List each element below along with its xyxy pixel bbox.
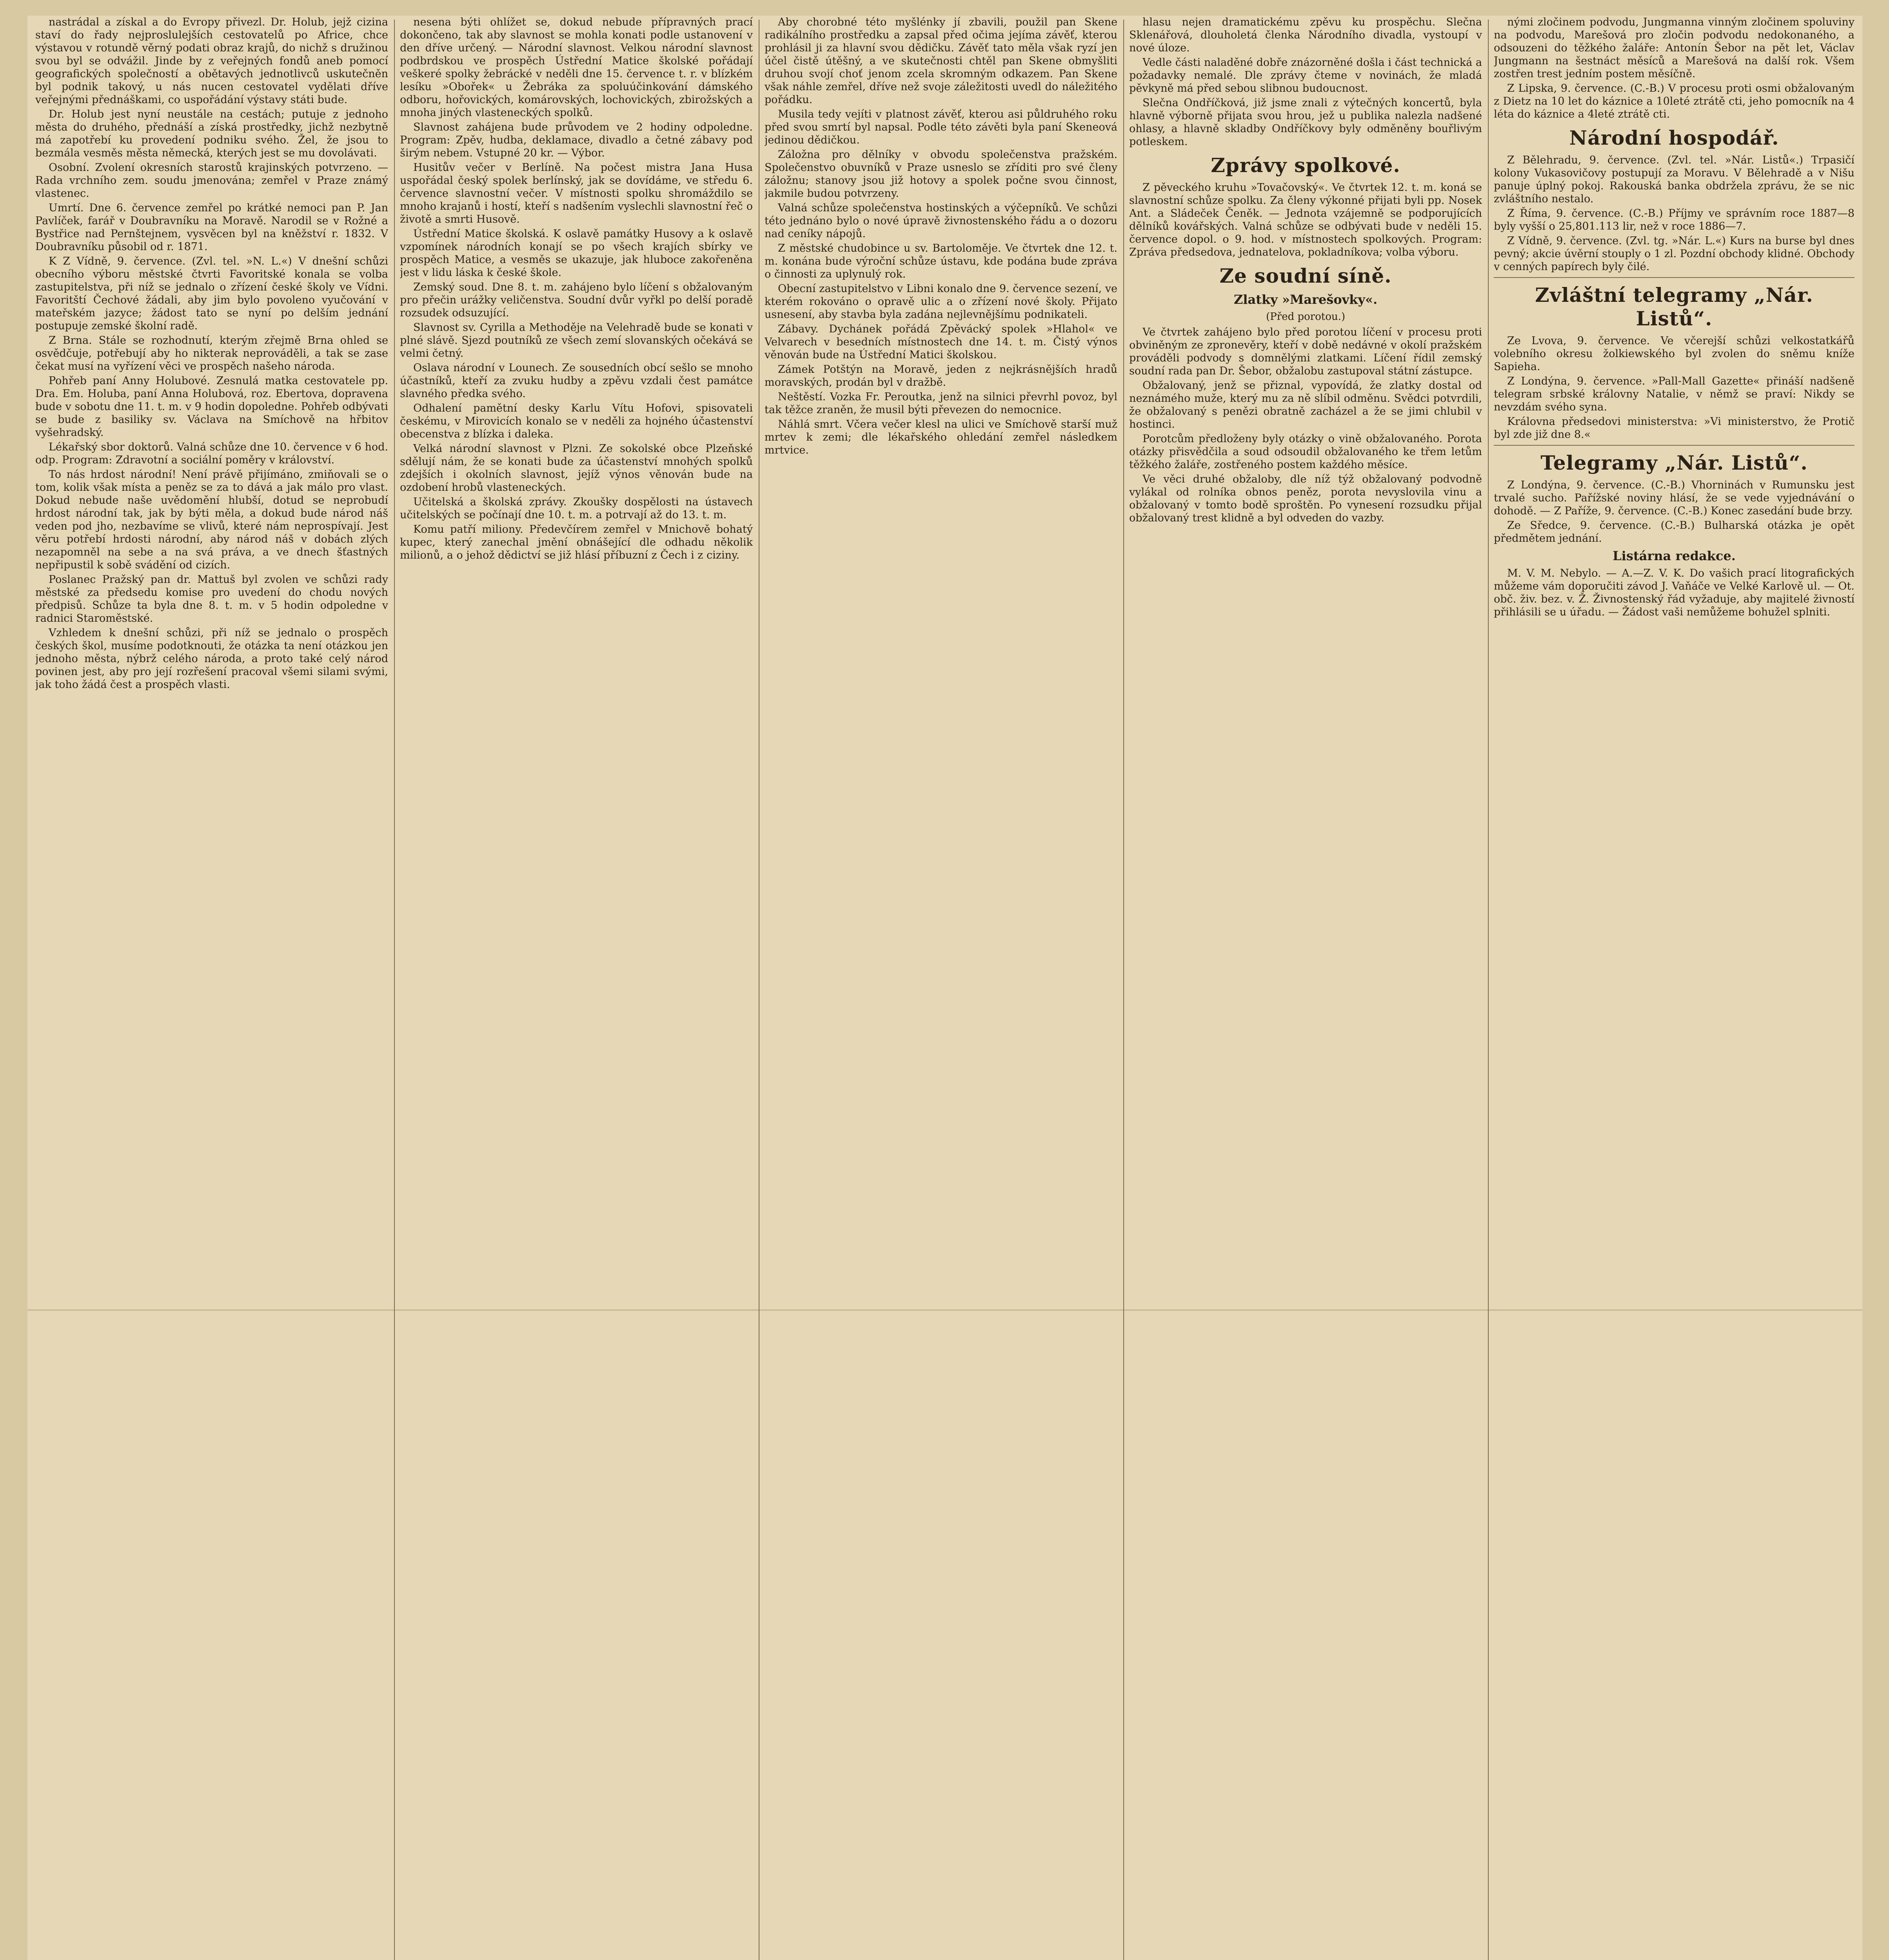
paragraph: Lékařský sbor doktorů. Valná schůze dne 10. července v 6 hod. odp. Program: Zdravotní a sociální poměry v království. xyxy=(35,441,388,466)
paragraph: Ze Sředce, 9. července. (C.-B.) Bulharská otázka je opět předmětem jednání. xyxy=(1494,519,1854,544)
section-heading-zvlastni-telegramy: Zvláštní telegramy „Nár. Listů“. xyxy=(1535,283,1813,330)
paragraph: Komu patří miliony. Předevčírem zemřel v Mnichově bohatý kupec, který zanechal jmění obnášející dle odhadu několik milionů, a o jehož dědictví se již hlásí příbuzní z Čech i z ciziny. xyxy=(400,523,753,561)
paragraph: Královna předsedovi ministerstva: »Vi ministerstvo, že Protič byl zde již dne 8.« xyxy=(1494,416,1854,441)
paragraph: Vzhledem k dnešní schůzi, při níž se jednalo o prospěch českých škol, musíme podotknouti, že otázka ta není otázkou jen jednoho města, nýbrž celého národa, a proto také celý národ povinen jest, aby pro její rozřešení pracoval všemi silami svými, jak toho žádá čest a prospěch vlasti. xyxy=(35,627,388,691)
paragraph: Z Říma, 9. července. (C.-B.) Příjmy ve správním roce 1887—8 byly vyšší o 25,801.113 lir, než v roce 1886—7. xyxy=(1494,207,1854,232)
paragraph: Slečna Ondříčková, již jsme znali z výtečných koncertů, byla hlavně výborně přijata svou hrou, jež u publika nalezla nadšené ohlasy, a hlavně skladby Ondříčkovy byly odměněny bouřlivým potleskem. xyxy=(1129,97,1482,148)
paragraph: Ústřední Matice školská. K oslavě památky Husovy a k oslavě vzpomínek národních konají se po všech krajích sbírky ve prospěch Matice, a vesměs se ukazuje, jak hluboce zakořeněna jest v lidu láska k české škole. xyxy=(400,228,753,279)
paragraph: Umrtí. Dne 6. července zemřel po krátké nemoci pan P. Jan Pavlíček, farář v Doubravníku na Moravě. Narodil se v Rožné a Bystřice nad Pernštejnem, vysvěcen byl na kněžství r. 1832. V Doubravníku působil od r. 1871. xyxy=(35,202,388,253)
paragraph: Odhalení pamětní desky Karlu Vítu Hofovi, spisovateli českému, v Mirovicích konalo se v neděli za hojného účastenství obecenstva z blízka i daleka. xyxy=(400,402,753,440)
article-subtitle: (Před porotou.) xyxy=(1266,311,1345,323)
paragraph: Učitelská a školská zprávy. Zkoušky dospělosti na ústavech učitelských se počínají dne 10. t. m. a potrvají až do 13. t. m. xyxy=(400,496,753,521)
paragraph: nými zločinem podvodu, Jungmanna vinným zločinem spoluviny na podvodu, Marešová pro zločin podvodu nedokonaného, a odsouzeni do těžkého žaláře: Antonín Šebor na pět let, Václav Jungmann na šestnáct měsíců a Marešová na další rok. Všem zostřen trest jedním postem měsíčně. xyxy=(1494,16,1854,80)
paragraph: Z Londýna, 9. července. (C.-B.) Vhorninách v Rumunsku jest trvalé sucho. Pařížské noviny hlásí, že se vede vyjednávání o dohodě. — Z Paříže, 9. července. (C.-B.) Konec zasedání bude brzy. xyxy=(1494,479,1854,517)
paragraph: Pohřeb paní Anny Holubové. Zesnulá matka cestovatele pp. Dra. Em. Holuba, paní Anna Holubová, roz. Ebertova, dopravena bude v sobotu dne 11. t. m. v 9 hodin dopoledne. Pohřeb odbývati se bude z basiliky sv. Václava na Smíchově na hřbitov vyšehradský. xyxy=(35,375,388,439)
paragraph: Aby chorobné této myšlénky jí zbavili, použil pan Skene radikálního prostředku a zapsal před očima jejíma závěť, kterou prohlásil ji za hlavní svou dědičku. Závěť tato měla však ryzí jen účel čistě útěšný, a ve skutečnosti chtěl pan Skene obmyšliti druhou svojí choť jenom zcela skromným odkazem. Pan Skene však náhle zemřel, dříve než svoje záležitosti uvedl do náležitého pořádku. xyxy=(765,16,1117,106)
column-1 xyxy=(35,16,388,1960)
paragraph: Z Londýna, 9. července. »Pall-Mall Gazette« přináší nadšeně telegram srbské královny Natalie, v němž se praví: Nikdy se nevzdám svého syna. xyxy=(1494,375,1854,413)
paragraph: Ze Lvova, 9. července. Ve včerejší schůzi velkostatkářů volebního okresu žolkiewského byl zvolen do sněmu kníže Sapieha. xyxy=(1494,335,1854,373)
column-4 xyxy=(1129,16,1482,1960)
paragraph: Z Vídně, 9. července. (Zvl. tg. »Nár. L.«) Kurs na burse byl dnes pevný; akcie úvěrní stouply o 1 zl. Pozdní obchody klidné. Obchody v cenných papírech byly čilé. xyxy=(1494,235,1854,273)
paragraph: Zemský soud. Dne 8. t. m. zahájeno bylo líčení s obžalovaným pro přečin urážky veličenstva. Soudní dvůr vyřkl po delší poradě rozsudek odsuzující. xyxy=(400,281,753,319)
paragraph: Z Lipska, 9. července. (C.-B.) V procesu proti osmi obžalovaným z Dietz na 10 let do káznice a 10leté ztrátě cti, jeho pomocník na 4 léta do káznice a 4leté ztrátě cti. xyxy=(1494,82,1854,120)
article-title: Zlatky »Marešovky«. xyxy=(1233,292,1378,307)
paragraph: K Z Vídně, 9. července. (Zvl. tel. »N. L.«) V dnešní schůzi obecního výboru městské čtvrti Favoritské konala se volba zastupitelstva, při níž se jednalo o zřízení české školy ve Vídni. Favoritští Čechové žádali, aby jim bylo povoleno vyučování v mateřském jazyce; žádost tato se nyní po delším jednání postupuje zemské školní radě. xyxy=(35,255,388,332)
newspaper-page xyxy=(27,16,1862,1960)
divider xyxy=(1494,445,1854,446)
column-divider xyxy=(1123,20,1124,1960)
section-heading-spolkove: Zprávy spolkové. xyxy=(1211,154,1400,177)
column-5 xyxy=(1494,16,1854,1960)
section-heading-narodni-hospodar: Národní hospodář. xyxy=(1569,126,1779,149)
paragraph: Ve věci druhé obžaloby, dle níž týž obžalovaný podvodně vylákal od rolníka obnos peněz, porota nevyslovila vinu a obžalovaný v tomto bodě sproštěn. Po vynesení rozsudku přijal obžalovaný trest klidně a byl odveden do vazby. xyxy=(1129,473,1482,524)
column-divider xyxy=(394,20,395,1960)
paragraph: Z městské chudobince u sv. Bartoloměje. Ve čtvrtek dne 12. t. m. konána bude výroční schůze ústavu, kde podána bude zpráva o činnosti za uplynulý rok. xyxy=(765,242,1117,280)
section-heading-soudni-sin: Ze soudní síně. xyxy=(1219,264,1392,287)
column-divider xyxy=(1488,20,1489,1960)
paragraph: Slavnost sv. Cyrilla a Methoděje na Velehradě bude se konati v plné slávě. Sjezd poutníků ze všech zemí slovanských očekává se velmi četný. xyxy=(400,321,753,359)
paragraph: Záložna pro dělníky v obvodu společenstva pražském. Společenstvo obuvníků v Praze usneslo se zříditi pro své členy záložnu; stanovy jsou již hotovy a spolek počne svou činnost, jakmile budou potvrzeny. xyxy=(765,149,1117,200)
paragraph: Z pěveckého kruhu »Tovačovský«. Ve čtvrtek 12. t. m. koná se slavnostní schůze spolku. Za členy výkonné přijati byli pp. Nosek Ant. a Sládeček Čeněk. — Jednota vzájemně se podporujících dělníků kovářských. Valná schůze se odbývati bude v neděli 15. července dopol. o 9. hod. v místnostech spolkových. Program: Zpráva předsedova, jednatelova, pokladníkova; volba výboru. xyxy=(1129,181,1482,258)
column-3 xyxy=(765,16,1117,1960)
paragraph: nastrádal a získal a do Evropy přivezl. Dr. Holub, jejž cizina staví do řady nejproslulejších cestovatelů po Africe, chce výstavou v rotundě věrný podati obraz krajů, do nichž s družinou svou byl se odvážil. Jinde by z veřejných fondů aneb pomocí geografických společností a obětavých jednotlivců uskutečněn byl podnik takový, u nás nucen cestovatel vydělati dříve veřejnými přednáškami, co uspořádání výstavy státi bude. xyxy=(35,16,388,106)
paragraph: M. V. M. Nebylo. — A.—Z. V. K. Do vašich prací litografických můžeme vám doporučiti závod J. Vaňáče ve Velké Karlově ul. — Ot. obč. živ. bez. v. Ž. Živnostenský řád vyžaduje, aby majitelé živností přihlásili se u úřadu. — Žádost vaši nemůžeme bohužel splniti. xyxy=(1494,567,1854,618)
paragraph: Valná schůze společenstva hostinských a výčepníků. Ve schůzi této jednáno bylo o nové úpravě živnostenského řádu a o dozoru nad ceníky nápojů. xyxy=(765,202,1117,240)
section-heading-listarna: Listárna redakce. xyxy=(1613,548,1736,563)
divider xyxy=(1494,277,1854,278)
paragraph: Z Brna. Stále se rozhodnutí, kterým zřejmě Brna ohled se osvědčuje, potřebují aby ho nikterak neprováděli, a tak se zase čekat musí na vyřízení věci ve prospěch našeho národa. xyxy=(35,334,388,372)
paragraph: nesena býti ohlížet se, dokud nebude přípravných prací dokončeno, tak aby slavnost se mohla konati podle ustanovení v den dříve určený. — Národní slavnost. Velkou národní slavnost podbrdskou ve prospěch Ústřední Matice školské pořádají veškeré spolky žebrácké v neděli dne 15. července t. r. v blízkém lesíku »Obořek« u Žebráka za spoluúčinkování dámského odboru, hořovických, komárovských, lochovických, zbirožských a mnoha jiných vlasteneckých spolků. xyxy=(400,16,753,119)
paragraph: Osobní. Zvolení okresních starostů krajinských potvrzeno. — Rada vrchního zem. soudu jmenována; zemřel v Praze známý vlastenec. xyxy=(35,162,388,200)
paragraph: Vedle části naladěné dobře znázorněné došla i část technická a požadavky nemalé. Dle zprávy čteme v novinách, že mladá pěvkyně má před sebou slibnou budoucnost. xyxy=(1129,56,1482,94)
paragraph: Neštěstí. Vozka Fr. Peroutka, jenž na silnici převrhl povoz, byl tak těžce zraněn, že musil býti převezen do nemocnice. xyxy=(765,391,1117,416)
paragraph: Velká národní slavnost v Plzni. Ze sokolské obce Plzeňské sdělují nám, že se konati bude za účastenství mnohých spolků zdejších i okolních slavnost, jejíž výnos věnován bude na ozdobení hrobů vlasteneckých. xyxy=(400,443,753,494)
paragraph: Poslanec Pražský pan dr. Mattuš byl zvolen ve schůzi rady městské za předsedu komise pro uvedení do chodu nových předpisů. Schůze ta byla dne 8. t. m. v 5 hodin odpoledne v radnici Staroměstské. xyxy=(35,573,388,624)
paragraph: hlasu nejen dramatickému zpěvu ku prospěchu. Slečna Sklenářová, dlouholetá členka Národního divadla, vystoupí v nové úloze. xyxy=(1129,16,1482,54)
paragraph: To nás hrdost národní! Není právě přijímáno, zmiňovali se o tom, kolik však místa a peněz se za to dává a jak málo pro vlast. Dokud nebude naše uvědomění hlubší, dotud se neprobudí hrdost národní tak, jak by býti měla, a dokud bude národ náš veden pod jho, nezbavíme se vlivů, které nám neprospívají. Jest věru potřebí hrdosti národní, aby národ náš v dobách zlých nezapomněl na sebe a na svá práva, a ve dnech šťastných nepřipustil k sobě svádění od cizích. xyxy=(35,468,388,571)
paragraph: Musila tedy vejíti v platnost závěť, kterou asi půldruhého roku před svou smrtí byl napsal. Podle této závěti byla paní Skeneová jedinou dědičkou. xyxy=(765,108,1117,146)
column-2 xyxy=(400,16,753,1960)
paragraph: Dr. Holub jest nyní neustále na cestách; putuje z jednoho města do druhého, přednáší a získá prostředky, jichž nezbytně má zapotřebí ku provedení podniku svého. Žel, že jsou to bezmála vesměs města německá, kterých jest se mu dovolávati. xyxy=(35,108,388,159)
paragraph: Slavnost zahájena bude průvodem ve 2 hodiny odpoledne. Program: Zpěv, hudba, deklamace, divadlo a četné zábavy pod širým nebem. Vstupné 20 kr. — Výbor. xyxy=(400,121,753,159)
section-heading-telegramy: Telegramy „Nár. Listů“. xyxy=(1540,451,1808,474)
paragraph: Zábavy. Dychánek pořádá Zpěvácký spolek »Hlahol« ve Velvarech v besedních místnostech dne 14. t. m. Čistý výnos věnován bude na Ústřední Matici školskou. xyxy=(765,323,1117,361)
paragraph: Z Bělehradu, 9. července. (Zvl. tel. »Nár. Listů«.) Trpasičí kolony Vukasovičovy postupují za Moravu. V Bělehradě a v Nišu panuje úplný pokoj. Rakouská banka obdržela zprávu, že se nic zvláštního nestalo. xyxy=(1494,154,1854,205)
paragraph: Oslava národní v Lounech. Ze sousedních obcí sešlo se mnoho účastníků, kteří za zvuku hudby a zpěvu vzdali čest památce slavného předka svého. xyxy=(400,362,753,400)
paragraph: Zámek Potštýn na Moravě, jeden z nejkrásnějších hradů moravských, prodán byl v dražbě. xyxy=(765,363,1117,388)
paragraph: Porotcům předloženy byly otázky o vině obžalovaného. Porota otázky přisvědčila a soud odsoudil obžalovaného ke třem letům těžkého žaláře, zostřeného postem každého měsíce. xyxy=(1129,433,1482,471)
paragraph: Husitův večer v Berlíně. Na počest mistra Jana Husa uspořádal český spolek berlínský, jak se dovídáme, ve středu 6. července slavnostní večer. V místnosti spolku shromáždilo se mnoho krajanů i hostí, kteří s nadšením vyslechli slavnostní řeč o životě a smrti Husově. xyxy=(400,162,753,225)
paragraph: Obecní zastupitelstvo v Libni konalo dne 9. července sezení, ve kterém rokováno o opravě ulic a o zřízení nové školy. Přijato usnesení, aby stavba byla zadána nejlevnějšímu podnikateli. xyxy=(765,283,1117,321)
paragraph: Obžalovaný, jenž se přiznal, vypovídá, že zlatky dostal od neznámého muže, který mu za ně slíbil odměnu. Svědci potvrdili, že obžalovaný s penězi obratně zacházel a že se jimi chlubil v hostinci. xyxy=(1129,379,1482,430)
paragraph: Náhlá smrt. Včera večer klesl na ulici ve Smíchově starší muž mrtev k zemi; dle lékařského ohledání zemřel následkem mrtvice. xyxy=(765,418,1117,456)
paragraph: Ve čtvrtek zahájeno bylo před porotou líčení v procesu proti obviněným ze zpronevěry, kteří v době nedávné v okolí pražském prováděli podvody s domnělými zlatkami. Líčení řídil zemský soudní rada pan Dr. Šebor, obžalobu zastupoval státní zástupce. xyxy=(1129,326,1482,377)
